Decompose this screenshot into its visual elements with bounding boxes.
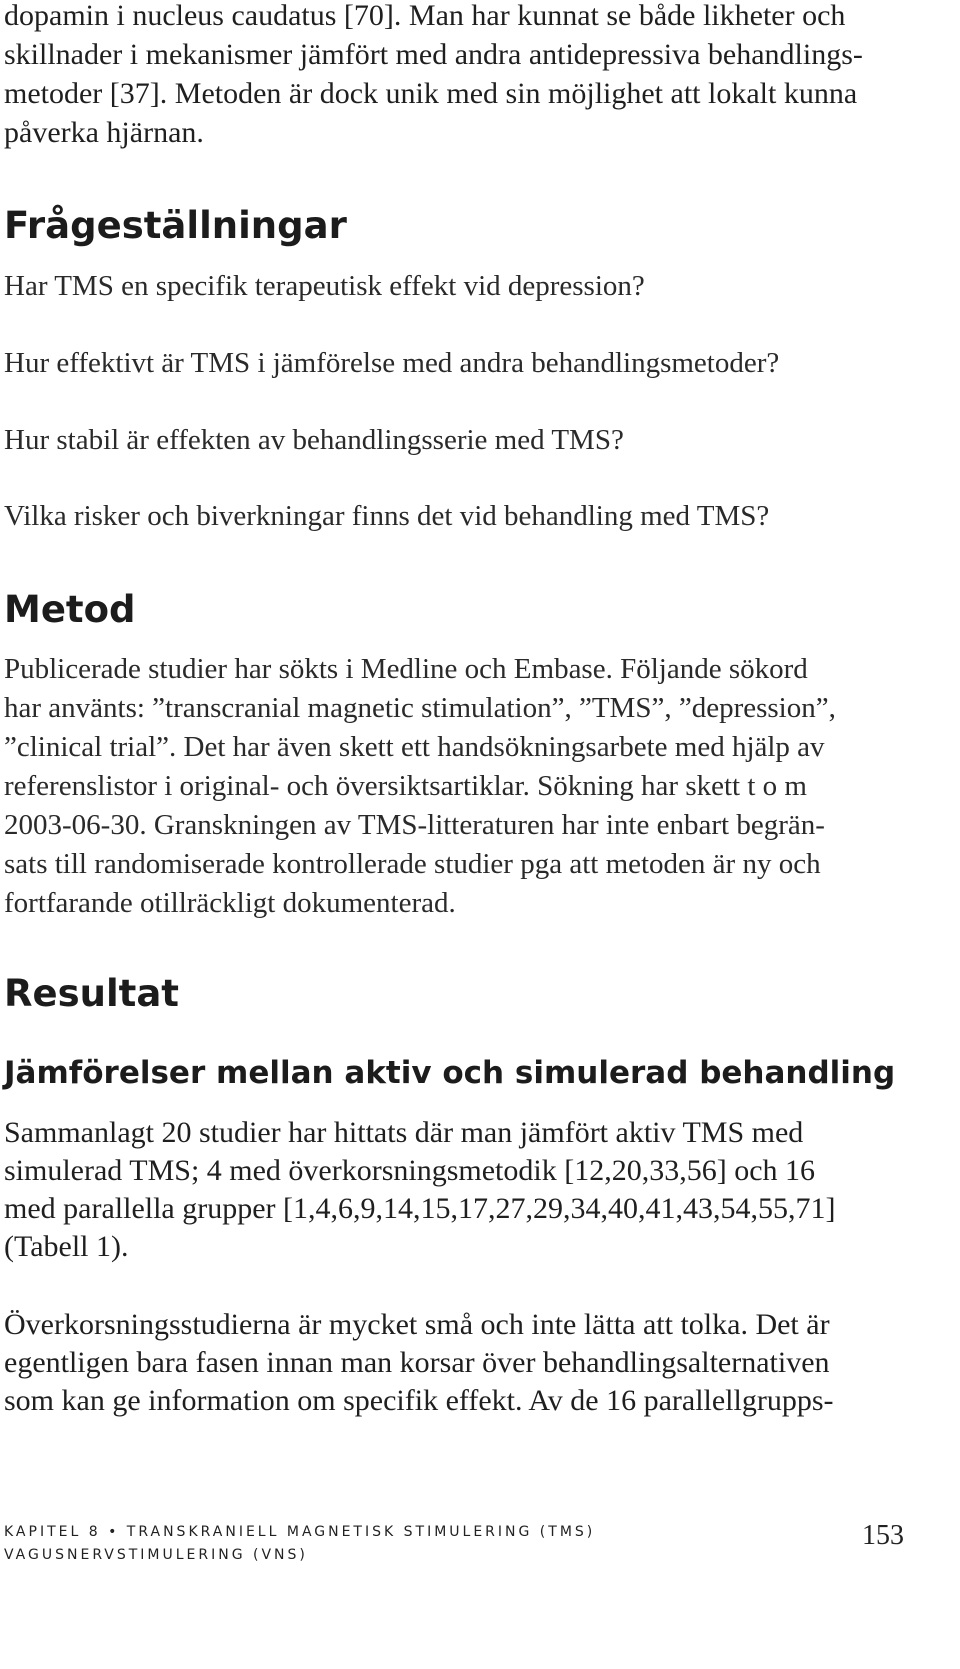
metod-line: sats till randomiserade kontrollerade studier pga att metoden är ny och [4, 848, 821, 880]
question-line: Hur stabil är effekten av behandlingsserie med TMS? [4, 424, 624, 456]
intro-line: påverka hjärnan. [4, 116, 204, 149]
running-footer-chapter: KAPITEL 8 • TRANSKRANIELL MAGNETISK STIMULERING (TMS) [4, 1524, 596, 1540]
subsection-heading: Jämförelser mellan aktiv och simulerad behandling [4, 1055, 896, 1091]
metod-line: Publicerade studier har sökts i Medline och Embase. Följande sökord [4, 653, 808, 685]
metod-line: 2003-06-30. Granskningen av TMS-litteraturen har inte enbart begrän- [4, 809, 825, 841]
resultat-line: med parallella grupper [1,4,6,9,14,15,17,27,29,34,40,41,43,54,55,71] [4, 1192, 836, 1225]
intro-line: skillnader i mekanismer jämfört med andra antidepressiva behandlings- [4, 38, 863, 71]
page-number: 153 [862, 1520, 904, 1551]
metod-line: fortfarande otillräckligt dokumenterad. [4, 887, 456, 919]
intro-line: dopamin i nucleus caudatus [70]. Man har kunnat se både likheter och [4, 0, 846, 32]
resultat-line: Sammanlagt 20 studier har hittats där man jämfört aktiv TMS med [4, 1116, 804, 1149]
resultat-line: som kan ge information om specifik effekt. Av de 16 parallellgrupps- [4, 1384, 834, 1417]
resultat-line: (Tabell 1). [4, 1230, 129, 1263]
question-line: Vilka risker och biverkningar finns det vid behandling med TMS? [4, 500, 770, 532]
metod-line: ”clinical trial”. Det har även skett ett handsökningsarbete med hjälp av [4, 731, 825, 763]
resultat-line: egentligen bara fasen innan man korsar över behandlingsalternativen [4, 1346, 830, 1379]
question-line: Hur effektivt är TMS i jämförelse med andra behandlingsmetoder? [4, 347, 780, 379]
section-heading-resultat: Resultat [4, 972, 179, 1015]
metod-line: referenslistor i original- och översiktsartiklar. Sökning har skett t o m [4, 770, 807, 802]
section-heading-fragestallningar: Frågeställningar [4, 204, 347, 247]
resultat-line: Överkorsningsstudierna är mycket små och inte lätta att tolka. Det är [4, 1308, 830, 1341]
resultat-line: simulerad TMS; 4 med överkorsningsmetodik [12,20,33,56] och 16 [4, 1154, 816, 1187]
question-line: Har TMS en specifik terapeutisk effekt vid depression? [4, 270, 645, 302]
section-heading-metod: Metod [4, 588, 136, 631]
metod-line: har använts: ”transcranial magnetic stimulation”, ”TMS”, ”depression”, [4, 692, 836, 724]
running-footer-subtitle: VAGUSNERVSTIMULERING (VNS) [4, 1547, 308, 1563]
intro-line: metoder [37]. Metoden är dock unik med sin möjlighet att lokalt kunna [4, 77, 858, 110]
